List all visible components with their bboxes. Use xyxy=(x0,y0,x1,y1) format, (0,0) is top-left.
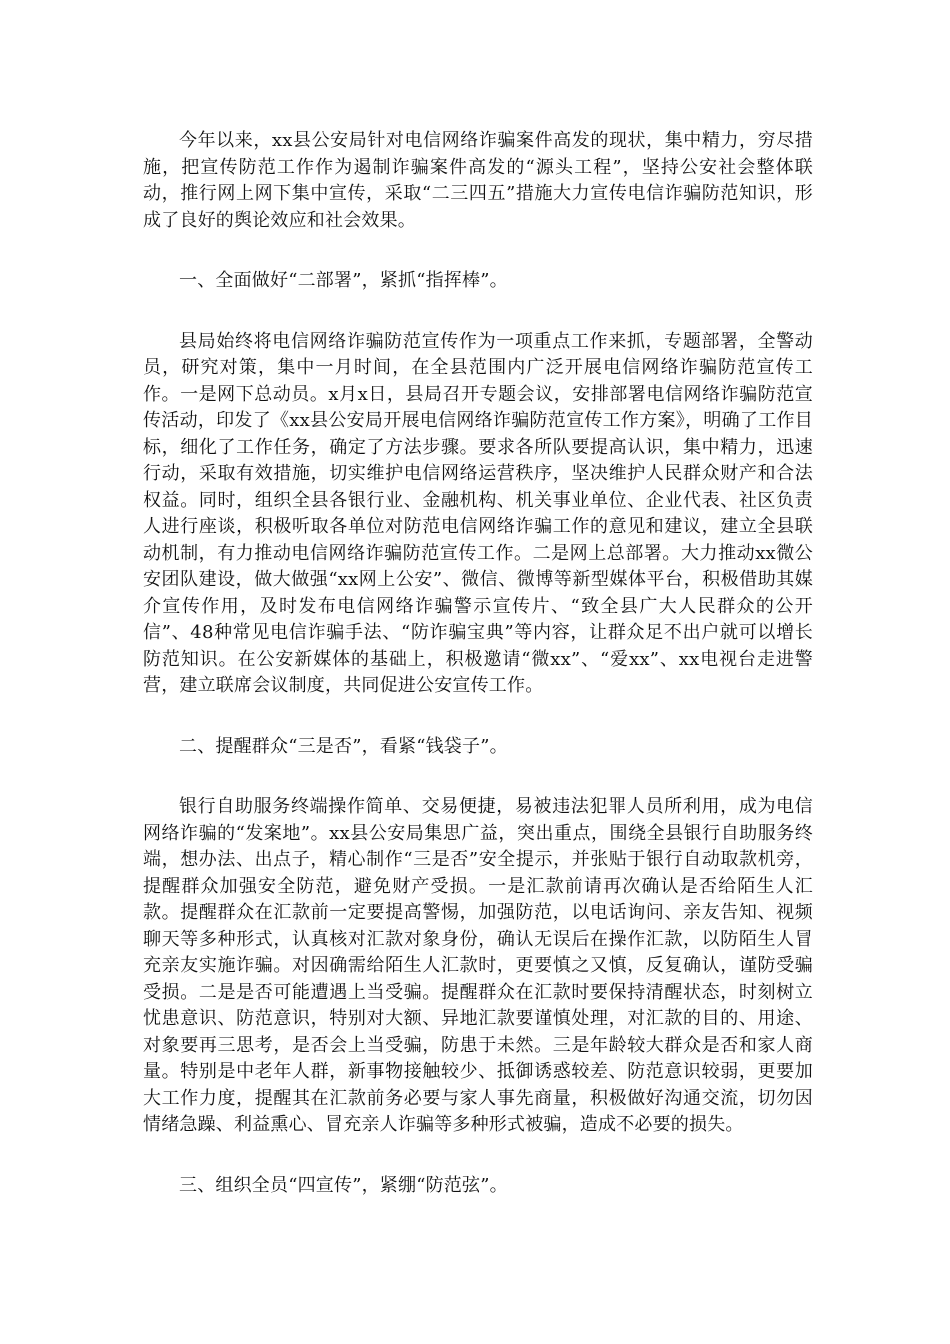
section-1-heading: 一、全面做好“二部署”，紧抓“指挥棒”。 xyxy=(179,270,508,291)
section-1-body: 县局始终将电信网络诈骗防范宣传作为一项重点工作来抓，专题部署，全警动员，研究对策，集中一月时间，在全县范围内广泛开展电信网络诈骗防范宣传工作。一是网下总动员。x月x日，县局召开专题会议，安排部署电信网络诈骗防范宣传活动，印发了《xx县公安局开展电信网络诈骗防范宣传工作方案》，明确了工作目标，细化了工作任务，确定了方法步骤。要求各所队要提高认识，集中精力，迅速行动，采取有效措施，切实维护电信网络运营秩序，坚决维护人民群众财产和合法权益。同时，组织全县各银行业、金融机构、机关事业单位、企业代表、社区负责人进行座谈，积极听取各单位对防范电信网络诈骗工作的意见和建议，建立全县联动机制，有力推动电信网络诈骗防范宣传工作。二是网上总部署。大力推动xx微公安团队建设，做大做强“xx网上公安”、微信、微博等新型媒体平台，积极借助其媒介宣传作用，及时发布电信网络诈骗警示宣传片、“致全县广大人民群众的公开信”、48种常见电信诈骗手法、“防诈骗宝典”等内容，让群众足不出户就可以增长防范知识。在公安新媒体的基础上，积极邀请“微xx”、“爱xx”、xx电视台走进警营，建立联席会议制度，共同促进公安宣传工作。 xyxy=(143,330,813,696)
intro-paragraph: 今年以来，xx县公安局针对电信网络诈骗案件高发的现状，集中精力，穷尽措施，把宣传防范工作作为遏制诈骗案件高发的“源头工程”，坚持公安社会整体联动，推行网上网下集中宣传，采取“二三四五”措施大力宣传电信诈骗防范知识，形成了良好的舆论效应和社会效果。 xyxy=(143,130,813,231)
section-2-heading: 二、提醒群众“三是否”，看紧“钱袋子”。 xyxy=(179,735,508,757)
document-page xyxy=(143,128,813,1199)
section-2-body: 银行自助服务终端操作简单、交易便捷，易被违法犯罪人员所利用，成为电信网络诈骗的“发案地”。xx县公安局集思广益，突出重点，围绕全县银行自助服务终端，想办法、出点子，精心制作“三是否”安全提示，并张贴于银行自动取款机旁，提醒群众加强安全防范，避免财产受损。一是汇款前请再次确认是否给陌生人汇款。提醒群众在汇款前一定要提高警惕，加强防范，以电话询问、亲友告知、视频聊天等多种形式，认真核对汇款对象身份，确认无误后在操作汇款，以防陌生人冒充亲友实施诈骗。对因确需给陌生人汇款时，更要慎之又慎，反复确认，谨防受骗受损。二是是否可能遭遇上当受骗。提醒群众在汇款时要保持清醒状态，时刻树立忧患意识、防范意识，特别对大额、异地汇款要谨慎处理，对汇款的目的、用途、对象要再三思考，是否会上当受骗，防患于未然。三是年龄较大群众是否和家人商量。特别是中老年人群，新事物接触较少、抵御诱惑较差、防范意识较弱，更要加大工作力度，提醒其在汇款前务必要与家人事先商量，积极做好沟通交流，切勿因情绪急躁、利益熏心、冒充亲人诈骗等多种形式被骗，造成不必要的损失。 xyxy=(143,796,813,1135)
section-3-heading: 三、组织全员“四宣传”，紧绷“防范弦”。 xyxy=(179,1174,508,1196)
